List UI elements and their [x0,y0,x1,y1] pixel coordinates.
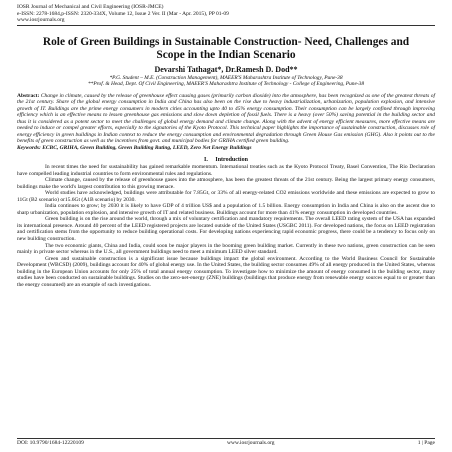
abstract-text: Change in climate, caused by the release of greenhouse effect causing gases (primarily carbon dioxide) into the atmosphere, has been recognized as one of the greatest threats of the 21st century. Share of the global energy consumption in India and China has also been on the rise due to heavy industrialization, urbanization, population explosion, and intensive growth of IT. Buildings are the prime energy consumers in modern cities accounting upto 40 to 45% energy consumption. Their consumption can be largely confined through improving efficiency which is an effective means to lessen greenhouse gas emissions and slow down depletion of fossil fuels. There is a heavy (over 50%) saving potential in the building sector and thus it is considered as a potent sector to meet the challenges of global energy demand and climate change. Along with the advent of energy efficient measures, more effective means are needed to induce or compel greater efforts, especially to the signatories of the Kyoto Protocol. This technical paper highlights the importance of sustainable construction, discusses role of energy efficiency in green buildings in Indian context to reduce the energy consumption and environmental degradation through Green House Gas emission (GHG). Also it points out to the benefits of green construction as well as the incentives from govt. and municipal bodies for GRIHA certified green building. [17,92,436,145]
journal-url[interactable]: www.iosrjournals.org [17,17,65,24]
paragraph-3: World studies have acknowledged, buildings were attributable for 7.85Gt, or 33% of all energy-related CO2 emissions worldwide and these emissions are expected to grow to 11Gt (B2 scenario) or15.6Gt (A1B scenario) by 2030. [17,190,435,203]
footer-page-number: 1 | Page [417,440,435,446]
section-number: I. [204,157,208,164]
paragraph-7: Green and sustainable construction is a significant issue because buildings impact the global environment. According to the World Business Council for Sustainable Development (WBCSD) (2009), buildings account for 40% of global energy use. In the United States, the building sector consumes 49% of all energy produced in the United States, whereas building in the European Union accounts for only 25% of total annual energy consumption. To investigate how to minimize the amount of energy consumed in the building sector, many studies have been conducted on sustainable buildings. Studies on the zero-net-energy (ZNE) buildings (buildings that produce energy from renewable energy sources equal to or greater than the energy consumed) are an example of such investigations. [17,255,436,288]
footer-site[interactable]: www.iosrjournals.org [227,440,275,446]
keywords [17,145,435,152]
paragraph-5: Green building is on the rise around the world, through a mix of voluntary certification and mandatory requirements. The overall LEED rating system of the USA has expanded its international presence. Around 40 percent of the LEED registered projects are located outside of the United States (USGBC 2011). For developed nations, the focus on LEED registration and certification stems from the opportunity to reduce building operational costs. For developing nations experiencing rapid economic progress, there could be a tendency to focus only on new building construction. [17,216,435,243]
abstract-label: Abstract: [17,92,40,99]
keywords-text: ECBC, GRIHA, Green Building, Green Building Rating, LEED, Zero Net Energy Buildings [42,145,252,152]
paper-authors: Devarshi Tathagat*, Dr.Ramesh D. Dod** [154,64,298,74]
author-affiliation-2: **Prof. & Head, Dept. Of Civil Engineering, MAEER'S Maharashtra Institute of Technology - College of Engineering, Pune-38 [87,81,365,88]
page-footer [17,438,435,446]
paragraph-4: India continues to grow; by 2030 it is likely to have GDP of 4 trillion US$ and a population of 1.5 billion. Energy consumption in India and China is also on the ascent due to sharp urbanization, population explosion, and intensive growth of IT and related business. Buildings account for more than 41% energy consumption in developed countries. [17,203,435,216]
footer-doi: DOI: 10.9790/1684-12220109 [17,440,84,446]
author-affiliation-1: *P.G. Student – M.E. (Construction Management), MAEER'S Maharashtra Institute of Technology, Pune-38 [109,74,343,81]
paragraph-1: In recent times the need for sustainability has gained remarkable momentum. International treaties such as the Kyoto Protocol Treaty, Basel Convention, The Rio Declaration have compelled leading industrial countries to form environmental rules and regulations. [17,164,435,177]
journal-header [17,4,435,24]
keywords-label: Keywords: [17,145,41,152]
abstract [17,93,435,145]
journal-name: IOSR Journal of Mechanical and Civil Engineering (IOSR-JMCE) [17,4,164,10]
journal-issn: e-ISSN: 2278-1684,p-ISSN: 2320-334X, Volume 12, Issue 2 Ver. II (Mar - Apr. 2015), PP 01-09 [17,10,229,17]
header-divider [17,25,435,26]
paragraph-2: Climate change, caused by the release of greenhouse gases into the atmosphere, has been the greatest threats of the 21st century. Being the largest primary energy consumers, buildings make the world's largest contribution to this growing menace. [17,177,435,190]
section-heading [17,157,435,163]
paper-title: Role of Green Buildings in Sustainable Construction- Need, Challenges and Scope in the Indian Scenario [42,35,410,61]
section-title: Introduction [215,157,248,164]
paragraph-6: The two economic giants, China and India, could soon be major players in the booming green building market. Currently in these two nations, green construction can be seen mainly in private sector whereas in the U.S., all government buildings need to meet a minimum LEED silver standard. [17,242,435,256]
